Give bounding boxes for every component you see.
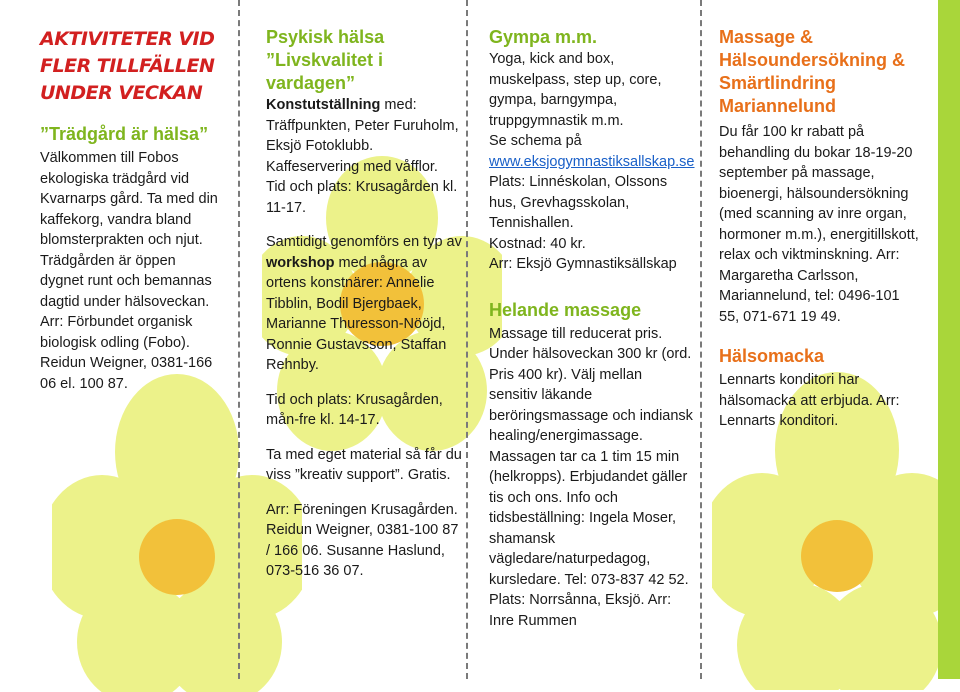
fold-divider [700, 0, 702, 679]
article-title: Massage & Hälsoundersökning & Smärtlindring Mariannelund [719, 27, 906, 116]
text: med några av ortens konstnärer: Annelie Tibblin, Bodil Bjergbaek, Marianne Thuresson-Nööjd, Ronnie Gustavsson, Staffan Rehnby. [266, 254, 447, 373]
article-title: Gympa m.m. [489, 27, 598, 47]
paragraph: Plats: Linnéskolan, Olssons hus, Grevhagsskolan, Tennishallen. [489, 174, 668, 231]
article-title: Hälsomacka [719, 346, 825, 366]
column-1 [40, 26, 220, 394]
article-title: ”Trädgård är hälsa” [40, 124, 209, 144]
paragraph: Ta med eget material så får du viss ”kreativ support”. Gratis. [266, 446, 462, 483]
text: Samtidigt genomförs en typ av [266, 234, 462, 250]
paragraph [266, 95, 466, 157]
paragraph: Arr: Eksjö Gymnastiksällskap [489, 256, 677, 272]
bold-text: workshop [266, 254, 335, 271]
paragraph: Lennarts konditori har hälsomacka att erbjuda. Arr: Lennarts konditori. [719, 372, 900, 429]
paragraph: Kaffeservering med våfflor. [266, 158, 438, 175]
paragraph: Yoga, kick and box, muskelpass, step up, core, gympa, barngympa, truppgymnastik m.m. [489, 51, 662, 129]
article-title: Helande massage [489, 299, 642, 320]
fold-divider [466, 0, 468, 679]
green-edge-stripe [938, 0, 960, 679]
column-2 [266, 26, 466, 582]
paragraph: Du får 100 kr rabatt på behandling du bokar 18-19-20 september på massage, bioenergi, hälsoundersökning (med scanning av inre organ, hormoner m.m.), energitillskott, relax och viktminskning. Arr: Margaretha Carlsson, Mariannelund, tel: 0496-101 55, 071-671 19 49. [719, 124, 919, 325]
paragraph: Tid och plats: Krusagården kl. 11-17. [266, 179, 458, 216]
article-body: Välkommen till Fobos ekologiska trädgård vid Kvarnarps gård. Ta med din kaffekorg, vandra bland blomsterprakten och njut. Trädgården är öppen dygnet runt och bemannas dagtid under hälsoveckan. Arr: Förbundet organisk biologisk odling (Fobo). Reidun Weigner, 0381-166 06 el. 100 87. [40, 150, 218, 392]
paragraph: Arr: Föreningen Krusagården. Reidun Weigner, 0381-100 87 / 166 06. Susanne Haslund, 073-516 36 07. [266, 501, 459, 579]
bold-text: Konstutställning [266, 97, 385, 113]
column-3 [489, 26, 694, 631]
paragraph: Tid och plats: Krusagården, mån-fre kl. 14-17. [266, 391, 443, 428]
paragraph: Kostnad: 40 kr. [489, 235, 586, 252]
fold-divider [238, 0, 240, 679]
column-4 [719, 26, 919, 432]
article-subtitle: ”Livskvalitet i vardagen” [266, 50, 384, 93]
section-heading: AKTIVITETER VID FLER TILLFÄLLEN UNDER VECKAN [40, 28, 215, 104]
paragraph [266, 232, 466, 376]
paragraph: Se schema på [489, 133, 582, 149]
text: med: Träffpunkten, Peter Furuholm, Eksjö Fotoklubb. [266, 97, 459, 154]
article-title: Psykisk hälsa [266, 27, 385, 47]
website-link[interactable]: www.eksjogymnastiksallskap.se [489, 153, 695, 170]
paragraph: Massage till reducerat pris. Under hälsoveckan 300 kr (ord. Pris 400 kr). Välj mellan sensitiv läkande beröringsmassage och indiansk healing/energimassage. Massagen tar ca 1 tim 15 min (helkropps). Erbjudandet gäller tis och ons. Info och tidsbeställning: Ingela Moser, shamansk vägledare/naturpedagog, kursledare. Tel: 073-837 42 52. Plats: Norrsånna, Eksjö. Arr: Inre Rummen [489, 325, 693, 629]
